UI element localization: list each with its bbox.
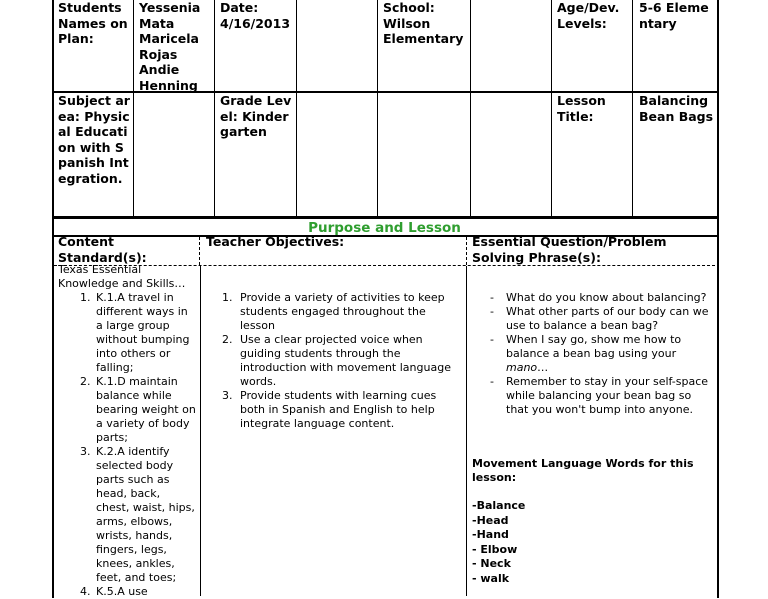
student-name: Andie [139, 62, 180, 78]
essential-questions [472, 291, 710, 417]
student-name: Maricela [139, 31, 199, 47]
content-standards [58, 263, 196, 599]
movement-word: - Neck [472, 557, 511, 571]
student-name: Mata [139, 15, 175, 31]
col-line [632, 0, 633, 217]
col-line [133, 0, 134, 217]
col-line [466, 266, 467, 596]
list-item: 3. Provide students with learning cues both in Spanish and English to help integrate language content. [236, 389, 462, 431]
teacher-objectives [206, 291, 462, 431]
school-label: School: [383, 0, 435, 15]
list-item: 2. Use a clear projected voice when guiding students through the introduction with movement language words. [236, 333, 462, 389]
lesson-title-value: Balancing Bean Bags [639, 93, 714, 124]
content-standards-header: Content Standard(s): [58, 234, 147, 265]
question-text: When I say go, show me how to balance a bean bag using your [506, 333, 682, 360]
col-line [470, 0, 471, 217]
section-title: Purpose and Lesson [308, 220, 461, 236]
date-cell [220, 0, 294, 31]
list-item [490, 333, 710, 375]
lesson-title-label: Lesson Title: [557, 93, 606, 124]
list-item: 1. Provide a variety of activities to keep students engaged throughout the lesson [236, 291, 462, 333]
movement-words [472, 499, 710, 587]
col-line [214, 0, 215, 217]
list-item: 2. K.1.D maintain balance while bearing weight on a variety of body parts; [94, 375, 196, 445]
movement-word: -Balance [472, 499, 526, 512]
list-item: - Remember to stay in your self-space while balancing your bean bag so that you won't bump into anyone. [490, 375, 710, 417]
question-spanish-word: mano [506, 361, 538, 374]
col-line [377, 0, 378, 217]
grade-label: Grade Level: Kindergarten [220, 93, 292, 140]
age-label: Age/Dev. Levels: [557, 0, 620, 31]
date-value: 4/16/2013 [220, 15, 291, 31]
teacher-objectives-header: Teacher Objectives: [206, 234, 345, 249]
school-value: Wilson Elementary [383, 15, 464, 47]
movement-word: - walk [472, 571, 510, 585]
question-ellipsis: … [537, 361, 549, 374]
student-name: Rojas [139, 46, 178, 62]
movement-word: -Hand [472, 528, 509, 542]
standards-intro: Texas Essential Knowledge and Skills… [58, 263, 186, 290]
questions-list [472, 291, 710, 417]
dashed-col-line [199, 237, 200, 265]
list-item: 4. K.5.A use [94, 585, 196, 599]
col-line [200, 266, 201, 596]
student-names [139, 0, 213, 94]
student-name: Yessenia [139, 0, 201, 15]
date-label: Date: [220, 0, 259, 15]
col-line [296, 0, 297, 217]
section-divider [52, 216, 717, 219]
movement-word: -Head [472, 513, 509, 527]
col-line [551, 0, 552, 217]
subject-label: Subject area: Physical Education with Spanish Integration. [58, 93, 130, 186]
school-cell [383, 0, 468, 47]
list-item: - What other parts of our body can we use to balance a bean bag? [490, 305, 710, 333]
dashed-col-line [466, 237, 467, 265]
essential-question-header: Essential Question/Problem Solving Phrase(s): [472, 234, 667, 265]
student-name: Henning [139, 77, 198, 93]
movement-words-heading: Movement Language Words for this lesson: [472, 457, 694, 484]
age-value: 5-6 Elementary [639, 0, 709, 31]
list-item: 1. K.1.A travel in different ways in a large group without bumping into others or falling; [94, 291, 196, 375]
list-item: 3. K.2.A identify selected body parts such as head, back, chest, waist, hips, arms, elbows, wrists, hands, fingers, legs, knees, ankles, feet, and toes; [94, 445, 196, 585]
movement-word: - Elbow [472, 542, 518, 556]
objectives-list [206, 291, 462, 431]
students-label: Students Names on Plan: [58, 0, 128, 47]
list-item: - What do you know about balancing? [490, 291, 710, 305]
standards-list [58, 291, 196, 599]
